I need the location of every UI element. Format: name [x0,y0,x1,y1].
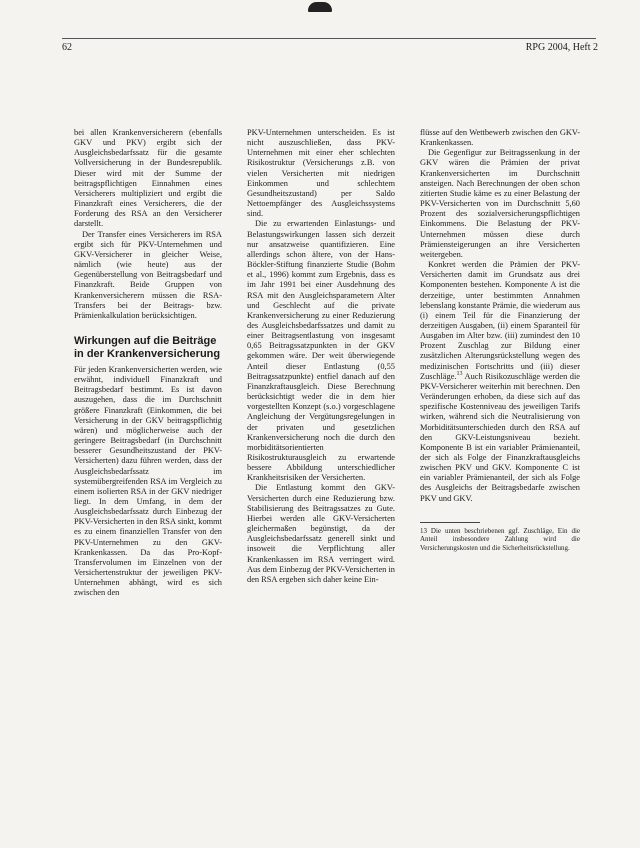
text-column-2 [247,128,395,585]
paragraph: PKV-Unternehmen unterscheiden. Es ist nicht auszuschließen, dass PKV-Unternehmen mit einer eher schlechten Risikostruktur (Versicherungs z.B. von vielen Versicherten mit niedrigen Einkommen und schlechtem Gesundheitszustand) per Saldo Nettoempfänger des Ausgleichssystems sind. [247,128,395,219]
section-heading: Wirkungen auf die Beiträge in der Krankenversicherung [74,334,221,360]
paragraph-text: Konkret werden die Prämien der PKV-Versicherten damit im Grundsatz aus drei Komponenten bestehen. Komponente A ist die derzeitige, unter bestimmten Annahmen lebenslang konstante Prämie, die wiederum aus (i) einem Teil für die Finanzierung der derzeitigen Ausgaben, (ii) einem Sparanteil für Ausgaben im Alter bzw. (iii) zumindest den 10 Prozent Zuschlag zur Bildung einer zusätzlichen Alterungsrückstellung wegen des medizinischen Fortschritts und (iii) dieser Zuschläge. [420,260,580,381]
paragraph-text: Auch Risikozuschläge werden die PKV-Versicherer weiterhin mit berechnen. Den Veränderungen erhoben, da diese sich auf das spezifische Kostenniveau des jeweiligen Tarifs wirken, während sich die Neutralisierung von Morbiditätsunterschieden durch den RSA auf den GKV-Leistungsniveau bezieht. Komponente B ist ein variabler Prämienanteil, der sich als Folge der Finanzkraftausgleichs zwischen PKV und GKV. Komponente C ist ein variabler Prämienanteil, der sich als Folge des Ausgleichs der Beitragsbedarfe zwischen PKV und GKV. [420,371,580,503]
page-number: 62 [62,42,72,53]
scan-binding-mark [308,2,332,12]
footnote: 13 Die unten beschriebenen ggf. Zuschläge, Ein die Anteil insbesondere Zahlung wird die Versicherungskosten und die Sicherheitsrückstellung. [420,526,580,552]
running-head: RPG 2004, Heft 2 [525,42,598,53]
text-column-1 [74,128,222,599]
paragraph: bei allen Krankenversicherern (ebenfalls GKV und PKV) ergibt sich der Ausgleichsbedarfssatz für die gesamte Vollversicherung in der Bundesrepublik. Dieser wird mit der Summe der beitragspflichtigen Einnahmen eines Versicherers multipliziert und ergibt die Finanzkraft eines Versicherers, die der Forderung des RSA an den Versicherer darstellt. [74,128,222,229]
paragraph [420,260,580,504]
text-column-3 [420,128,580,553]
paragraph: flüsse auf den Wettbewerb zwischen den GKV-Krankenkassen. [420,128,580,148]
paragraph: Die zu erwartenden Einlastungs- und Belastungswirkungen lassen sich derzeit nur ansatzweise quantifizieren. Eine allerdings schon ältere, von der Hans-Böckler-Stiftung finanzierte Studie (Bohm et al., 1996) kommt zum Ergebnis, dass es im Jahr 1991 bei einer Ausdehnung des RSA mit den Ausgleichsparametern Alter und Geschlecht auf die private Krankenversicherung zu einer Reduzierung des Ausgleichsbedarfssatzes und damit zu einer Beitragsentlastung von insgesamt 0,65 Beitragssatzpunkten in der GKV gekommen wäre. Der weit überwiegende Anteil dieser Entlastung (0,55 Beitragssatzpunkte) entfiel danach auf den Finanzkraftausgleich. Diese Berechnung berücksichtigt weder die in dem hier vorgestellten Konzept (s.o.) vorgeschlagene Angleichung der Vergütungsregelungen in der privaten und gesetzlichen Krankenversicherung noch die durch den morbiditätsorientierten Risikostrukturausgleich zu erwartende bessere Abbildung unterschiedlicher Krankheitsrisiken der Versicherten. [247,219,395,483]
footnote-rule [420,522,480,523]
header-rule [62,38,596,39]
footnote-reference[interactable]: 13 [456,370,463,377]
paragraph: Die Gegenfigur zur Beitragssenkung in der GKV wären die Prämien der privat Krankenversicherten im Durchschnitt ansteigen. Nach Berechnungen der oben schon zitierten Studie käme es zu einer Belastung der PKV-Versicherten von im Durchschnitt 5,60 Prozent des sozialversicherungspflichtigen Einkommens. Die Belastung der PKV-Unternehmen müssen diese durch Prämiensteigerungen an ihre Versicherten weitergeben. [420,148,580,259]
paragraph: Die Entlastung kommt den GKV-Versicherten durch eine Reduzierung bzw. Stabilisierung des Beitragssatzes zu Gute. Hierbei werden alle GKV-Versicherten gleichermaßen begünstigt, da der Ausgleichsbedarfssatz generell sinkt und insoweit die Verpflichtung aller Krankenkassen im RSA verringert wird. Aus dem Einbezug der PKV-Versicherten in den RSA ergeben sich daher keine Ein- [247,483,395,584]
paragraph: Für jeden Krankenversicherten werden, wie erwähnt, individuell Finanzkraft und Beitragsbedarf bestimmt. Es ist davon auszugehen, dass die im Durchschnitt größere Finanzkraft (Einkommen, die bei Versicherung in der GKV beitragspflichtig wären) und möglicherweise auch der geringere Beitragsbedarf (in Durchschnitt besserer Gesundheitszustand der PKV-Versicherten) dazu führen werden, dass der Ausgleichsbedarfssatz im systemübergreifenden RSA im Vergleich zu einem isolierten RSA in der GKV niedriger liegt. In dem Umfang, in dem der Ausgleichsbedarfssatz durch Einbezug der PKV-Versicherten in den RSA sinkt, kommt es zu einem finanziellen Transfer von den PKV-Unternehmen zu den GKV-Krankenkassen. Da das Pro-Kopf-Transfervolumen im Einzelnen von der Versichertenstruktur der jeweiligen PKV-Unternehmen abhängt, wird es sich zwischen den [74,364,222,598]
paragraph: Der Transfer eines Versicherers im RSA ergibt sich für PKV-Unternehmen und GKV-Versicherer in gleicher Weise, nämlich (wie heute) aus der Gegenüberstellung von Beitragsbedarf und Finanzkraft. Beide Gruppen von Krankenversicherern müssen die RSA-Transfers bei der Beitrags- bzw. Prämienkalkulation berücksichtigen. [74,229,222,320]
